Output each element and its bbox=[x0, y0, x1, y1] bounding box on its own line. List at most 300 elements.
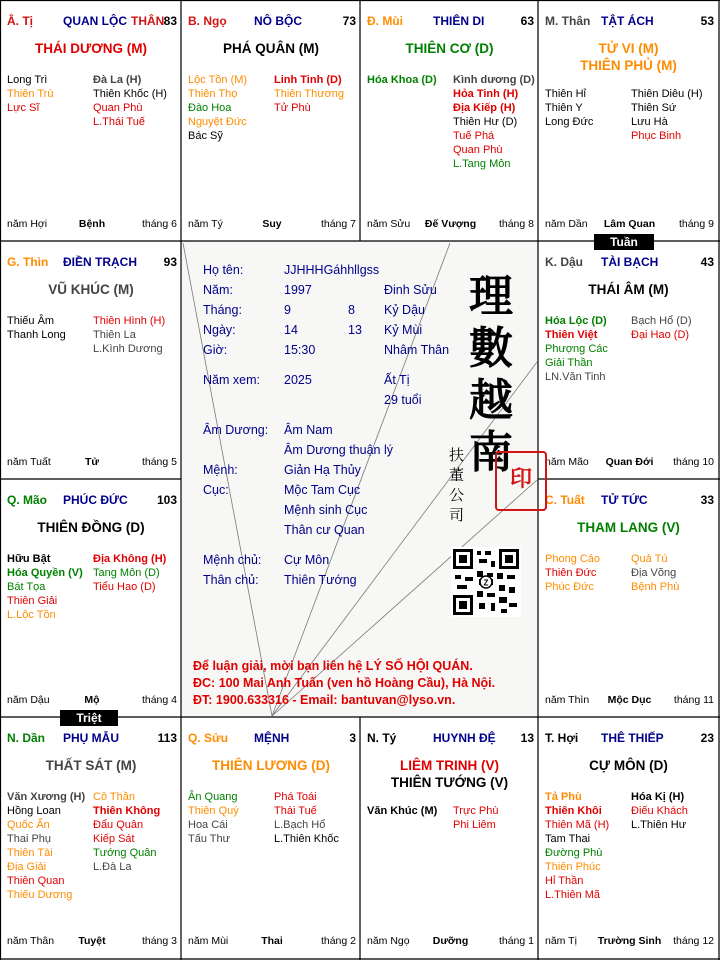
small-calligraphy-char: 董 bbox=[449, 466, 465, 484]
info-value-canchi: 29 tuổi bbox=[384, 393, 422, 407]
minor-star: Thiên Hư (D) bbox=[453, 116, 518, 128]
month-label: tháng 7 bbox=[320, 218, 356, 230]
house-cell bbox=[1, 480, 181, 717]
minor-star: Bạch Hổ (D) bbox=[631, 315, 692, 327]
minor-star: Thiên Quan bbox=[7, 875, 65, 887]
house-number: 23 bbox=[700, 731, 714, 745]
minor-star: Đại Hao (D) bbox=[631, 329, 690, 341]
minor-star: Tiểu Hao (D) bbox=[93, 581, 156, 593]
year-label: năm Dần bbox=[545, 218, 588, 230]
house-cell bbox=[182, 1, 360, 241]
right-stars-column bbox=[631, 552, 679, 594]
house-header bbox=[7, 493, 177, 507]
info-value-lunar: 8 bbox=[348, 303, 355, 317]
left-stars-column bbox=[545, 87, 593, 129]
minor-star: Tấu Thư bbox=[188, 833, 231, 845]
contact-line: ĐT: 1900.633316 - Email: bantuvan@lyso.vn. bbox=[193, 693, 456, 707]
calligraphy-char: 理 bbox=[469, 271, 513, 322]
main-star: PHÁ QUÂN (M) bbox=[223, 41, 319, 56]
small-calligraphy-char: 扶 bbox=[449, 446, 465, 464]
life-stage: Thai bbox=[261, 935, 283, 947]
month-label: tháng 9 bbox=[678, 218, 714, 230]
calligraphy-char: 數 bbox=[469, 323, 513, 374]
minor-star: Hồng Loan bbox=[7, 805, 61, 817]
info-value: Thiên Tướng bbox=[284, 573, 357, 587]
left-stars-column bbox=[7, 552, 83, 622]
minor-star: Long Trì bbox=[7, 74, 48, 86]
main-star: VŨ KHÚC (M) bbox=[48, 282, 134, 297]
minor-star: Phúc Đức bbox=[545, 581, 594, 593]
house-branch: M. Thân bbox=[545, 14, 591, 28]
main-star: CỰ MÔN (D) bbox=[589, 758, 668, 773]
qr-code-icon[interactable] bbox=[451, 547, 521, 617]
month-label: tháng 6 bbox=[141, 218, 177, 230]
house-branch: Q. Mão bbox=[7, 493, 48, 507]
house-footer bbox=[367, 935, 534, 948]
minor-star: Địa Giải bbox=[7, 861, 47, 873]
house-branch: N. Tý bbox=[367, 731, 397, 745]
left-stars-column bbox=[545, 552, 600, 594]
main-star: THIÊN TƯỚNG (V) bbox=[390, 775, 509, 790]
life-stage: Tử bbox=[84, 456, 100, 468]
house-header bbox=[367, 14, 534, 28]
life-stage: Mộc Dục bbox=[607, 694, 652, 706]
small-calligraphy-char: 公 bbox=[449, 486, 465, 504]
month-label: tháng 12 bbox=[673, 935, 714, 947]
minor-star: Thái Tuế bbox=[274, 805, 317, 817]
house-branch: C. Tuất bbox=[545, 493, 585, 507]
minor-star: Phi Liêm bbox=[453, 819, 496, 831]
house-palace: MỆNH bbox=[254, 731, 290, 745]
house-cell bbox=[539, 1, 718, 241]
minor-star: Lực Sĩ bbox=[7, 102, 40, 114]
house-cell bbox=[182, 718, 360, 958]
house-cell bbox=[361, 718, 538, 958]
house-branch: Â. Tị bbox=[7, 14, 33, 28]
main-stars bbox=[182, 40, 360, 57]
minor-star: Thiên Quý bbox=[188, 805, 239, 817]
house-branch: N. Dần bbox=[7, 731, 46, 745]
minor-star: Thiên Trù bbox=[7, 88, 54, 100]
main-stars bbox=[1, 757, 181, 774]
calligraphy-char: 南 bbox=[469, 427, 513, 478]
info-value: 15:30 bbox=[284, 343, 316, 357]
right-stars-column bbox=[453, 804, 498, 832]
info-label: Âm Dương: bbox=[203, 423, 269, 437]
minor-star: Phượng Các bbox=[545, 343, 608, 355]
minor-star: Quan Phù bbox=[453, 144, 503, 156]
minor-star: Quả Tú bbox=[631, 553, 668, 565]
minor-star: Kiếp Sát bbox=[93, 833, 135, 845]
life-stage: Mộ bbox=[84, 694, 100, 706]
house-palace: TẬT ÁCH bbox=[601, 14, 654, 28]
house-palace: THIÊN DI bbox=[433, 14, 485, 28]
minor-star: Hóa Lộc (D) bbox=[545, 315, 607, 327]
right-stars-column bbox=[93, 314, 165, 356]
minor-star: LN.Văn Tinh bbox=[545, 371, 606, 383]
minor-star: Thiên Thọ bbox=[188, 88, 238, 100]
house-header bbox=[545, 14, 714, 28]
month-label: tháng 10 bbox=[673, 456, 714, 468]
tuan-tag: Tuần bbox=[594, 234, 654, 250]
house-header bbox=[545, 255, 714, 269]
minor-star: Linh Tinh (D) bbox=[274, 74, 342, 86]
main-stars bbox=[182, 757, 360, 774]
house-header bbox=[545, 731, 714, 745]
center-info-panel bbox=[181, 241, 538, 717]
minor-star: Thiên Mã (H) bbox=[545, 819, 610, 831]
minor-star: Cô Thần bbox=[93, 791, 135, 803]
minor-star: Tam Thai bbox=[545, 833, 591, 845]
house-palace: THÊ THIẾP bbox=[601, 731, 664, 745]
main-stars bbox=[539, 40, 718, 74]
left-stars-column bbox=[367, 804, 437, 818]
info-label: Ngày: bbox=[203, 323, 236, 337]
main-stars bbox=[539, 281, 718, 298]
right-stars-column bbox=[631, 790, 688, 832]
left-stars-column bbox=[188, 73, 247, 143]
minor-star: Phục Binh bbox=[631, 130, 682, 142]
minor-star: Hỏa Tinh (H) bbox=[453, 88, 519, 100]
info-value: Âm Nam bbox=[284, 423, 333, 437]
main-stars bbox=[361, 757, 538, 791]
left-stars-column bbox=[7, 73, 53, 115]
house-branch: G. Thìn bbox=[7, 255, 49, 269]
house-branch: B. Ngọ bbox=[188, 14, 227, 28]
minor-star: Hóa Khoa (D) bbox=[367, 74, 437, 86]
main-star: THẤT SÁT (M) bbox=[45, 758, 137, 773]
minor-star: Hữu Bật bbox=[7, 553, 51, 565]
minor-star: Thai Phụ bbox=[7, 833, 52, 845]
house-number: 103 bbox=[156, 493, 177, 507]
minor-star: Địa Võng bbox=[631, 567, 677, 579]
house-footer bbox=[7, 694, 177, 707]
main-star: TỬ VI (M) bbox=[598, 41, 659, 56]
main-stars bbox=[1, 40, 181, 57]
year-label: năm Sửu bbox=[367, 218, 411, 230]
house-cell bbox=[539, 480, 718, 717]
house-cell bbox=[1, 242, 181, 479]
minor-star: Tử Phù bbox=[274, 102, 311, 114]
main-star: THIÊN ĐỒNG (D) bbox=[37, 520, 145, 535]
info-value: Âm Dương thuận lý bbox=[284, 443, 393, 457]
left-stars-column bbox=[545, 314, 608, 384]
minor-star: Thiên Y bbox=[545, 102, 583, 114]
minor-star: Văn Xương (H) bbox=[7, 791, 86, 803]
house-palace: HUYNH ĐỆ bbox=[433, 731, 496, 745]
calligraphy-text bbox=[469, 271, 513, 479]
right-stars-column bbox=[93, 552, 166, 594]
left-stars-column bbox=[188, 790, 239, 846]
minor-star: Hóa Quyền (V) bbox=[7, 567, 83, 579]
minor-star: Văn Khúc (M) bbox=[367, 805, 438, 817]
house-branch: T. Hợi bbox=[545, 731, 579, 745]
year-label: năm Mùi bbox=[188, 935, 229, 947]
minor-star: Đường Phù bbox=[545, 847, 603, 859]
year-label: năm Ngọ bbox=[367, 935, 410, 947]
house-number: 3 bbox=[349, 731, 356, 745]
info-label: Năm xem: bbox=[203, 373, 260, 387]
minor-star: Phá Toái bbox=[274, 791, 317, 803]
main-star: LIÊM TRINH (V) bbox=[400, 758, 499, 773]
left-stars-column bbox=[7, 314, 66, 342]
life-stage: Đế Vượng bbox=[424, 218, 477, 230]
minor-star: L.Thiên Khốc bbox=[274, 833, 339, 845]
minor-star: Thiên Khốc (H) bbox=[93, 88, 167, 100]
left-stars-column bbox=[7, 790, 85, 902]
house-palace: TỬ TỨC bbox=[601, 493, 648, 507]
minor-star: Thiên Khôi bbox=[545, 805, 602, 817]
house-cell bbox=[361, 1, 538, 241]
minor-star: Quan Phù bbox=[93, 102, 143, 114]
house-palace: QUAN LỘC bbox=[63, 14, 127, 28]
info-label: Tháng: bbox=[203, 303, 242, 317]
minor-star: Thiên Diêu (H) bbox=[631, 88, 703, 100]
minor-star: Bệnh Phù bbox=[631, 581, 680, 593]
minor-star: Giải Thần bbox=[545, 357, 593, 369]
life-stage: Dưỡng bbox=[432, 935, 469, 947]
year-label: năm Dậu bbox=[7, 694, 50, 706]
info-label: Thân chủ: bbox=[203, 573, 259, 587]
minor-star: L.Thiên Mã bbox=[545, 889, 601, 901]
house-palace: PHỤ MẪU bbox=[63, 731, 119, 745]
info-label: Cục: bbox=[203, 483, 229, 497]
main-star: THIÊN PHỦ (M) bbox=[580, 58, 677, 73]
contact-line: Để luận giải, mời bạn liên hệ LÝ SỐ HỘI QUÁN. bbox=[193, 659, 473, 673]
info-value: 1997 bbox=[284, 283, 312, 297]
year-label: năm Tuất bbox=[7, 456, 51, 468]
life-stage: Lâm Quan bbox=[603, 218, 656, 230]
minor-star: L.Đà La bbox=[93, 861, 132, 873]
right-stars-column bbox=[274, 790, 339, 846]
house-number: 113 bbox=[157, 731, 177, 745]
minor-star: Thiên Giải bbox=[7, 595, 58, 607]
svg-text:Z: Z bbox=[483, 578, 489, 588]
right-stars-column bbox=[631, 314, 692, 342]
month-label: tháng 2 bbox=[320, 935, 356, 947]
house-footer bbox=[545, 456, 714, 469]
life-stage: Tuyệt bbox=[78, 935, 106, 947]
info-value: Thân cư Quan bbox=[284, 523, 365, 537]
month-label: tháng 3 bbox=[141, 935, 177, 947]
house-cell bbox=[1, 718, 181, 958]
minor-star: L.Tang Môn bbox=[453, 158, 511, 170]
main-star: THÁI ÂM (M) bbox=[588, 282, 669, 297]
minor-star: Thiên Đức bbox=[545, 567, 597, 579]
info-value-lunar: 13 bbox=[348, 323, 362, 337]
minor-star: Tang Môn (D) bbox=[93, 567, 160, 579]
house-cell bbox=[1, 1, 181, 241]
minor-star: Tả Phù bbox=[545, 791, 582, 803]
house-palace: TÀI BẠCH bbox=[601, 255, 659, 269]
minor-star: Nguyệt Đức bbox=[188, 116, 247, 128]
minor-star: Thiếu Âm bbox=[7, 315, 55, 327]
minor-star: Kình dương (D) bbox=[453, 74, 535, 86]
house-header bbox=[7, 255, 177, 269]
house-footer bbox=[188, 218, 356, 231]
right-stars-column bbox=[453, 73, 535, 171]
minor-star: Phong Cáo bbox=[545, 553, 601, 565]
house-header bbox=[7, 731, 177, 745]
info-value: Cự Môn bbox=[284, 553, 330, 567]
minor-star: Long Đức bbox=[545, 116, 594, 128]
minor-star: Địa Không (H) bbox=[93, 553, 167, 565]
minor-star: Hóa Kị (H) bbox=[631, 791, 685, 803]
minor-star: Thiên Không bbox=[93, 805, 161, 817]
main-star: THÁI DƯƠNG (M) bbox=[35, 41, 147, 56]
month-label: tháng 11 bbox=[673, 694, 714, 706]
info-value: 2025 bbox=[284, 373, 312, 387]
house-footer bbox=[188, 935, 356, 948]
main-star: THIÊN CƠ (D) bbox=[405, 41, 494, 56]
house-palace: NÔ BỘC bbox=[254, 14, 302, 28]
house-header bbox=[7, 14, 177, 28]
minor-star: Tuế Phá bbox=[453, 130, 495, 142]
minor-star: Bác Sỹ bbox=[188, 130, 223, 142]
minor-star: Thiên Phúc bbox=[545, 861, 601, 873]
minor-star: Đào Hoa bbox=[188, 102, 232, 114]
left-stars-column bbox=[545, 790, 609, 902]
minor-star: L.Bạch Hổ bbox=[274, 819, 326, 831]
right-stars-column bbox=[93, 73, 167, 129]
house-footer bbox=[7, 935, 177, 948]
minor-star: Thanh Long bbox=[7, 329, 66, 341]
minor-star: Thiên Tài bbox=[7, 847, 53, 859]
minor-star: L.Lộc Tồn bbox=[7, 609, 56, 621]
month-label: tháng 8 bbox=[498, 218, 534, 230]
life-stage: Bệnh bbox=[78, 218, 106, 230]
year-label: năm Mão bbox=[545, 456, 589, 468]
house-palace: ĐIỀN TRẠCH bbox=[63, 255, 137, 269]
minor-star: Thiên La bbox=[93, 329, 136, 341]
house-branch: Q. Sửu bbox=[188, 731, 229, 745]
minor-star: Bát Tọa bbox=[7, 581, 46, 593]
house-number: 13 bbox=[520, 731, 534, 745]
left-stars-column bbox=[367, 73, 437, 87]
year-label: năm Tý bbox=[188, 218, 223, 230]
year-label: năm Hợi bbox=[7, 218, 48, 230]
house-footer bbox=[545, 935, 714, 948]
minor-star: Đẩu Quân bbox=[93, 819, 144, 831]
house-number: 33 bbox=[700, 493, 714, 507]
house-footer bbox=[7, 456, 177, 469]
house-number: 73 bbox=[342, 14, 356, 28]
right-stars-column bbox=[274, 73, 344, 115]
main-stars bbox=[539, 519, 718, 536]
minor-star: L.Thái Tuế bbox=[93, 116, 145, 128]
minor-star: L.Thiên Hư bbox=[631, 819, 687, 831]
main-star: THIÊN LƯƠNG (D) bbox=[212, 758, 330, 773]
minor-star: Ân Quang bbox=[188, 791, 238, 803]
life-stage: Trường Sinh bbox=[597, 935, 662, 947]
minor-star: Địa Kiếp (H) bbox=[453, 102, 516, 114]
house-footer bbox=[7, 218, 177, 231]
house-number: 63 bbox=[520, 14, 534, 28]
minor-star: Thiên Sứ bbox=[631, 102, 677, 114]
info-value: JJHHHGáhhllgss bbox=[284, 263, 380, 277]
minor-star: Điếu Khách bbox=[631, 805, 688, 817]
info-label: Giờ: bbox=[203, 343, 228, 357]
minor-star: L.Kình Dương bbox=[93, 343, 163, 355]
house-header bbox=[367, 731, 534, 745]
year-label: năm Thân bbox=[7, 935, 55, 947]
contact-line: ĐC: 100 Mai Anh Tuấn (ven hồ Hoàng Cầu), Hà Nội. bbox=[193, 676, 496, 690]
info-value-canchi: Nhâm Thân bbox=[384, 343, 450, 357]
info-value-canchi: Đinh Sửu bbox=[384, 283, 437, 297]
life-stage: Quan Đới bbox=[605, 456, 654, 468]
house-footer bbox=[545, 218, 714, 231]
info-label: Họ tên: bbox=[203, 263, 244, 277]
info-value: Giản Hạ Thủy bbox=[284, 463, 361, 477]
info-value: 9 bbox=[284, 303, 291, 317]
minor-star: Thiên Hình (H) bbox=[93, 315, 166, 327]
minor-star: Trực Phù bbox=[453, 805, 499, 817]
minor-star: Lộc Tồn (M) bbox=[188, 74, 248, 86]
main-star: THAM LANG (V) bbox=[577, 520, 680, 535]
info-value-canchi: Ất Tị bbox=[384, 373, 410, 387]
main-stars bbox=[539, 757, 718, 774]
house-palace: PHÚC ĐỨC bbox=[63, 493, 128, 507]
house-header bbox=[188, 14, 356, 28]
house-branch: Đ. Mùi bbox=[367, 14, 403, 28]
house-number: 83 bbox=[163, 14, 177, 28]
triet-tag: Triệt bbox=[60, 710, 118, 726]
info-value-canchi: Kỷ Mùi bbox=[384, 323, 423, 337]
minor-star: Thiên Thương bbox=[274, 88, 345, 100]
than-marker: THÂN bbox=[131, 14, 165, 28]
small-calligraphy bbox=[449, 445, 464, 525]
house-footer bbox=[367, 218, 534, 231]
right-stars-column bbox=[631, 87, 703, 143]
house-cell bbox=[539, 718, 718, 958]
house-number: 43 bbox=[700, 255, 714, 269]
minor-star: Thiên Việt bbox=[545, 329, 598, 341]
minor-star: Đà La (H) bbox=[93, 74, 142, 86]
minor-star: Tướng Quân bbox=[93, 847, 157, 859]
house-footer bbox=[545, 694, 714, 707]
info-value-canchi: Kỷ Dậu bbox=[384, 303, 425, 317]
right-stars-column bbox=[93, 790, 160, 874]
info-value: 14 bbox=[284, 323, 298, 337]
year-label: năm Thìn bbox=[545, 694, 590, 706]
minor-star: Quốc Ấn bbox=[7, 819, 50, 831]
house-number: 93 bbox=[163, 255, 177, 269]
info-label: Mệnh: bbox=[203, 463, 238, 477]
minor-star: Hỉ Thần bbox=[545, 875, 584, 887]
month-label: tháng 5 bbox=[141, 456, 177, 468]
info-value: Mệnh sinh Cục bbox=[284, 503, 368, 517]
main-stars bbox=[1, 281, 181, 298]
small-calligraphy-char: 司 bbox=[449, 506, 465, 524]
year-label: năm Tị bbox=[545, 935, 577, 947]
red-seal-stamp: 印 bbox=[495, 451, 547, 511]
minor-star: Thiếu Dương bbox=[7, 889, 73, 901]
minor-star: Lưu Hà bbox=[631, 116, 668, 128]
calligraphy-char: 越 bbox=[469, 375, 513, 426]
month-label: tháng 4 bbox=[141, 694, 177, 706]
house-branch: K. Dậu bbox=[545, 255, 584, 269]
main-stars bbox=[361, 40, 538, 57]
month-label: tháng 1 bbox=[498, 935, 534, 947]
info-label: Năm: bbox=[203, 283, 233, 297]
house-cell bbox=[539, 242, 718, 479]
main-stars bbox=[1, 519, 181, 536]
life-stage: Suy bbox=[262, 218, 282, 230]
house-header bbox=[545, 493, 714, 507]
minor-star: Thiên Hỉ bbox=[545, 88, 586, 100]
house-header bbox=[188, 731, 356, 745]
info-label: Mệnh chủ: bbox=[203, 553, 262, 567]
